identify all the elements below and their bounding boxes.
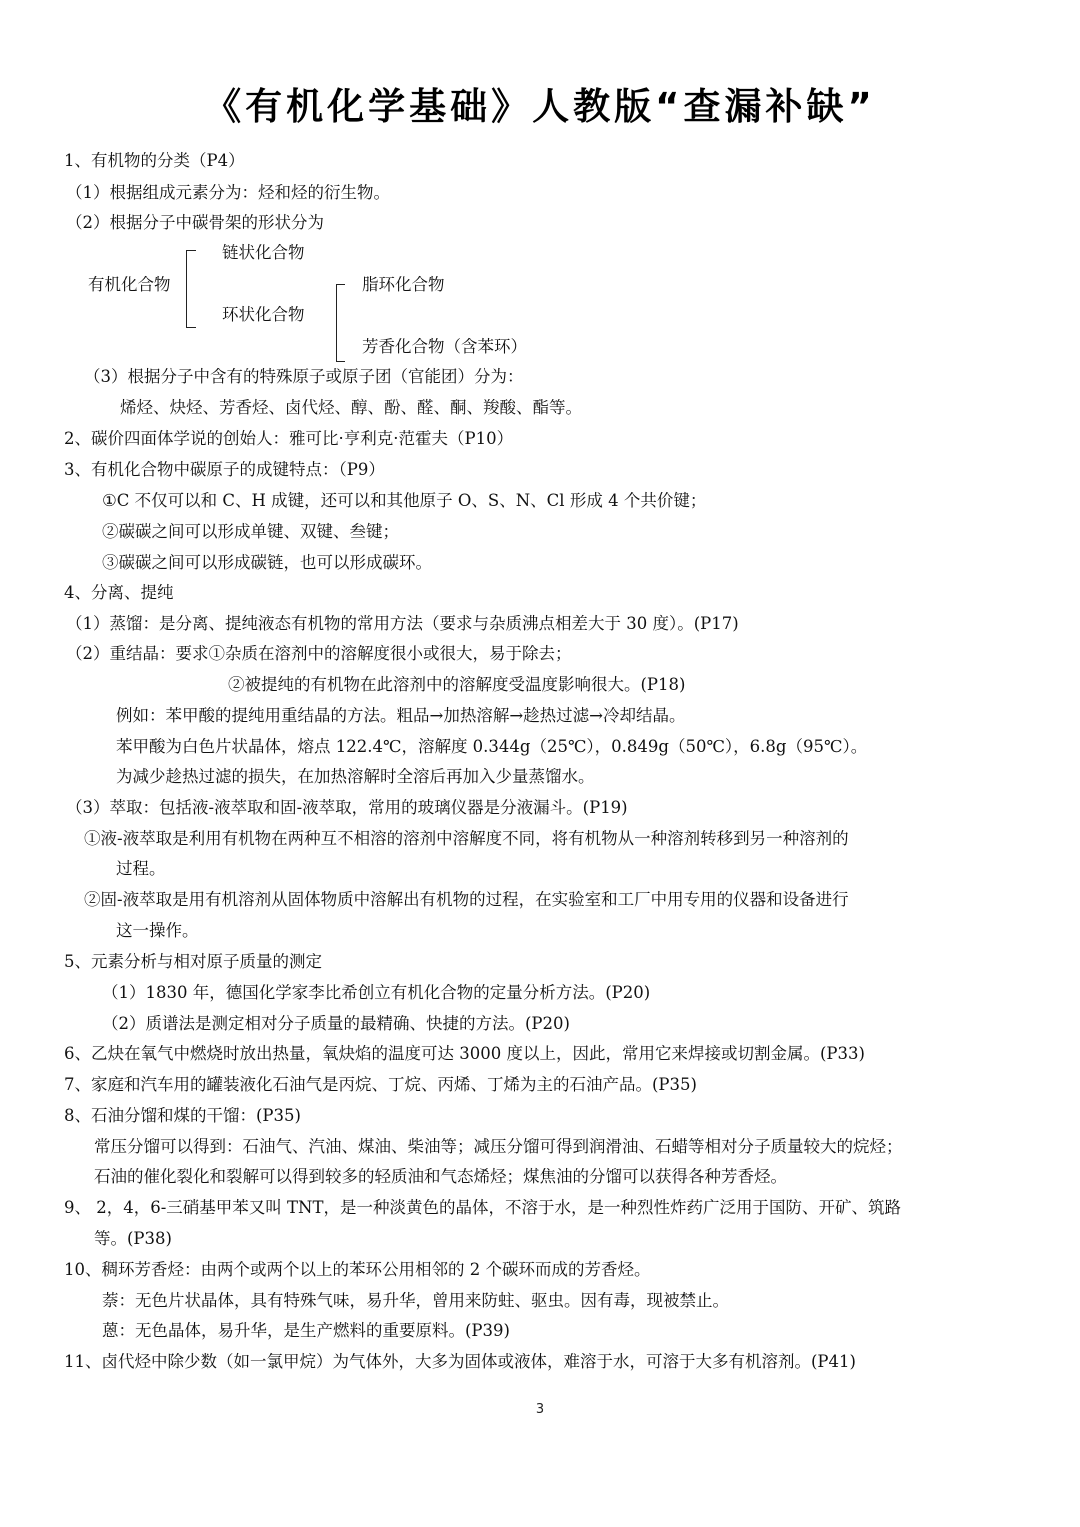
section-5-paragraph-1: （1）1830 年，德国化学家李比希创立有机化合物的定量分析方法。(P20) bbox=[102, 983, 651, 1002]
section-4-hot-filtration: 为减少趁热过滤的损失，在加热溶解时全溶后再加入少量蒸馏水。 bbox=[116, 767, 595, 786]
section-4-solid-extraction-2: 这一操作。 bbox=[116, 921, 199, 940]
section-4-example: 例如：苯甲酸的提纯用重结晶的方法。粗品→加热溶解→趁热过滤→冷却结晶。 bbox=[116, 706, 686, 725]
tree-ring-label: 环状化合物 bbox=[222, 305, 305, 324]
section-3-item-1: ①C 不仅可以和 C、H 成键，还可以和其他原子 O、S、N、Cl 形成 4 个共价键； bbox=[102, 491, 707, 510]
section-2: 2、碳价四面体学说的创始人：雅可比·亨利克·范霍夫（P10） bbox=[64, 429, 514, 448]
section-4-recrystallization-b: ②被提纯的有机物在此溶剂中的溶解度受温度影响很大。(P18) bbox=[228, 675, 686, 694]
section-4-distillation: （1）蒸馏：是分离、提纯液态有机物的常用方法（要求与杂质沸点相差大于 30 度）。(P17) bbox=[66, 614, 739, 633]
section-3-item-3: ③碳碳之间可以形成碳链，也可以形成碳环。 bbox=[102, 553, 432, 572]
tree-aromatic-label: 芳香化合物（含苯环） bbox=[362, 337, 527, 356]
tree-alicyclic-label: 脂环化合物 bbox=[362, 275, 445, 294]
section-4-liquid-extraction-2: 过程。 bbox=[116, 859, 166, 878]
section-5-heading: 5、元素分析与相对原子质量的测定 bbox=[64, 952, 322, 971]
section-4-solid-extraction-1: ②固-液萃取是用有机溶剂从固体物质中溶解出有机物的过程，在实验室和工厂中用专用的仪器和设备进行 bbox=[84, 890, 849, 909]
page-title: 《有机化学基础》人教版“查漏补缺” bbox=[204, 85, 876, 128]
page-number: 3 bbox=[535, 1402, 545, 1417]
section-4-recrystallization-a: （2）重结晶：要求①杂质在溶剂中的溶解度很小或很大，易于除去； bbox=[66, 644, 572, 663]
classification-tree bbox=[0, 236, 700, 364]
section-1-paragraph-1: （1）根据组成元素分为：烃和烃的衍生物。 bbox=[66, 183, 390, 202]
tree-bracket-ring bbox=[336, 284, 345, 362]
section-9-line-2: 等。(P38) bbox=[94, 1229, 172, 1248]
section-10-naphthalene: 萘：无色片状晶体，具有特殊气味，易升华，曾用来防蛀、驱虫。因有毒，现被禁止。 bbox=[102, 1291, 729, 1310]
section-8-paragraph-2: 石油的催化裂化和裂解可以得到较多的轻质油和气态烯烃；煤焦油的分馏可以获得各种芳香烃。 bbox=[94, 1167, 787, 1186]
section-4-benzoic-acid: 苯甲酸为白色片状晶体，熔点 122.4℃，溶解度 0.344g（25℃），0.849g（50℃），6.8g（95℃）。 bbox=[116, 737, 868, 756]
section-11: 11、卤代烃中除少数（如一氯甲烷）为气体外，大多为固体或液体，难溶于水，可溶于大多有机溶剂。(P41) bbox=[64, 1352, 856, 1371]
section-3-item-2: ②碳碳之间可以形成单键、双键、叁键； bbox=[102, 522, 399, 541]
tree-root-label: 有机化合物 bbox=[88, 275, 171, 294]
section-7: 7、家庭和汽车用的罐装液化石油气是丙烷、丁烷、丙烯、丁烯为主的石油产品。(P35) bbox=[64, 1075, 697, 1094]
tree-bracket-root bbox=[186, 250, 196, 328]
section-3-heading: 3、有机化合物中碳原子的成键特点：（P9） bbox=[64, 460, 385, 479]
section-1-heading: 1、有机物的分类（P4） bbox=[64, 151, 245, 170]
section-10-heading: 10、稠环芳香烃：由两个或两个以上的苯环公用相邻的 2 个碳环而成的芳香烃。 bbox=[64, 1260, 651, 1279]
section-4-extraction: （3）萃取：包括液-液萃取和固-液萃取，常用的玻璃仪器是分液漏斗。(P19) bbox=[66, 798, 628, 817]
section-1-paragraph-3: （3）根据分子中含有的特殊原子或原子团（官能团）分为： bbox=[84, 367, 524, 386]
section-1-functional-groups: 烯烃、炔烃、芳香烃、卤代烃、醇、酚、醛、酮、羧酸、酯等。 bbox=[120, 398, 582, 417]
tree-chain-label: 链状化合物 bbox=[222, 243, 305, 262]
section-6: 6、乙炔在氧气中燃烧时放出热量，氧炔焰的温度可达 3000 度以上，因此，常用它来焊接或切割金属。(P33) bbox=[64, 1044, 865, 1063]
section-8-paragraph-1: 常压分馏可以得到：石油气、汽油、煤油、柴油等；减压分馏可得到润滑油、石蜡等相对分子质量较大的烷烃； bbox=[94, 1137, 903, 1156]
section-4-heading: 4、分离、提纯 bbox=[64, 583, 174, 602]
section-1-paragraph-2: （2）根据分子中碳骨架的形状分为 bbox=[66, 213, 324, 232]
section-5-paragraph-2: （2）质谱法是测定相对分子质量的最精确、快捷的方法。(P20) bbox=[102, 1014, 570, 1033]
section-9-line-1: 9、 2，4，6-三硝基甲苯又叫 TNT，是一种淡黄色的晶体，不溶于水，是一种烈性炸药广泛用于国防、开矿、筑路 bbox=[64, 1198, 902, 1217]
section-8-heading: 8、石油分馏和煤的干馏：(P35) bbox=[64, 1106, 301, 1125]
section-10-anthracene: 蒽：无色晶体，易升华，是生产燃料的重要原料。(P39) bbox=[102, 1321, 510, 1340]
section-4-liquid-extraction-1: ①液-液萃取是利用有机物在两种互不相溶的溶剂中溶解度不同，将有机物从一种溶剂转移到另一种溶剂的 bbox=[84, 829, 849, 848]
